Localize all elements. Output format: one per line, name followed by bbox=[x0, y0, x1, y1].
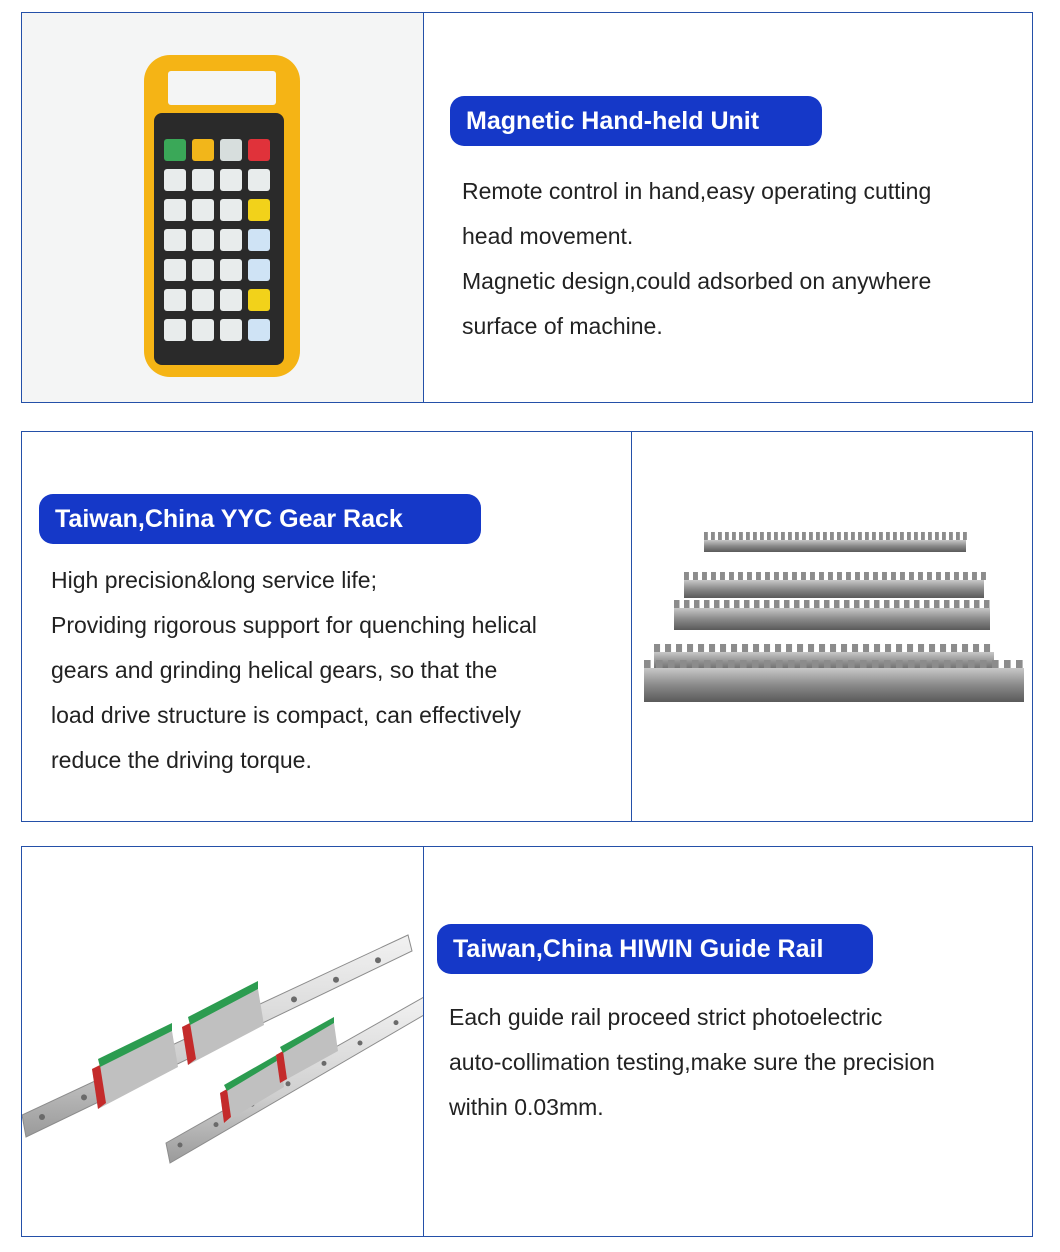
section-gear-rack bbox=[21, 431, 1033, 822]
section-title: Taiwan,China HIWIN Guide Rail bbox=[437, 924, 873, 974]
description-line: surface of machine. bbox=[462, 313, 663, 339]
section-handheld bbox=[21, 12, 1033, 403]
section-guide-rail bbox=[21, 846, 1033, 1237]
section-description bbox=[51, 558, 621, 783]
description-line: High precision&long service life; bbox=[51, 567, 377, 593]
handheld-image bbox=[22, 13, 423, 402]
description-line: within 0.03mm. bbox=[449, 1094, 604, 1120]
section-title: Magnetic Hand-held Unit bbox=[450, 96, 822, 146]
section-description bbox=[462, 169, 1022, 349]
description-line: head movement. bbox=[462, 223, 634, 249]
guide-rail-image bbox=[22, 847, 423, 1236]
description-line: Each guide rail proceed strict photoelectric bbox=[449, 1004, 883, 1030]
gear-rack-icon bbox=[632, 432, 1032, 821]
description-line: reduce the driving torque. bbox=[51, 747, 312, 773]
gear-rack-image bbox=[632, 432, 1032, 821]
section-title: Taiwan,China YYC Gear Rack bbox=[39, 494, 481, 544]
handheld-remote-icon bbox=[22, 13, 423, 402]
description-line: Remote control in hand,easy operating cutting bbox=[462, 178, 932, 204]
section-description bbox=[449, 995, 1024, 1130]
description-line: auto-collimation testing,make sure the precision bbox=[449, 1049, 935, 1075]
description-line: Magnetic design,could adsorbed on anywhere bbox=[462, 268, 932, 294]
description-line: Providing rigorous support for quenching helical bbox=[51, 612, 537, 638]
description-line: gears and grinding helical gears, so that the bbox=[51, 657, 498, 683]
guide-rail-icon bbox=[22, 847, 423, 1236]
description-line: load drive structure is compact, can effectively bbox=[51, 702, 522, 728]
